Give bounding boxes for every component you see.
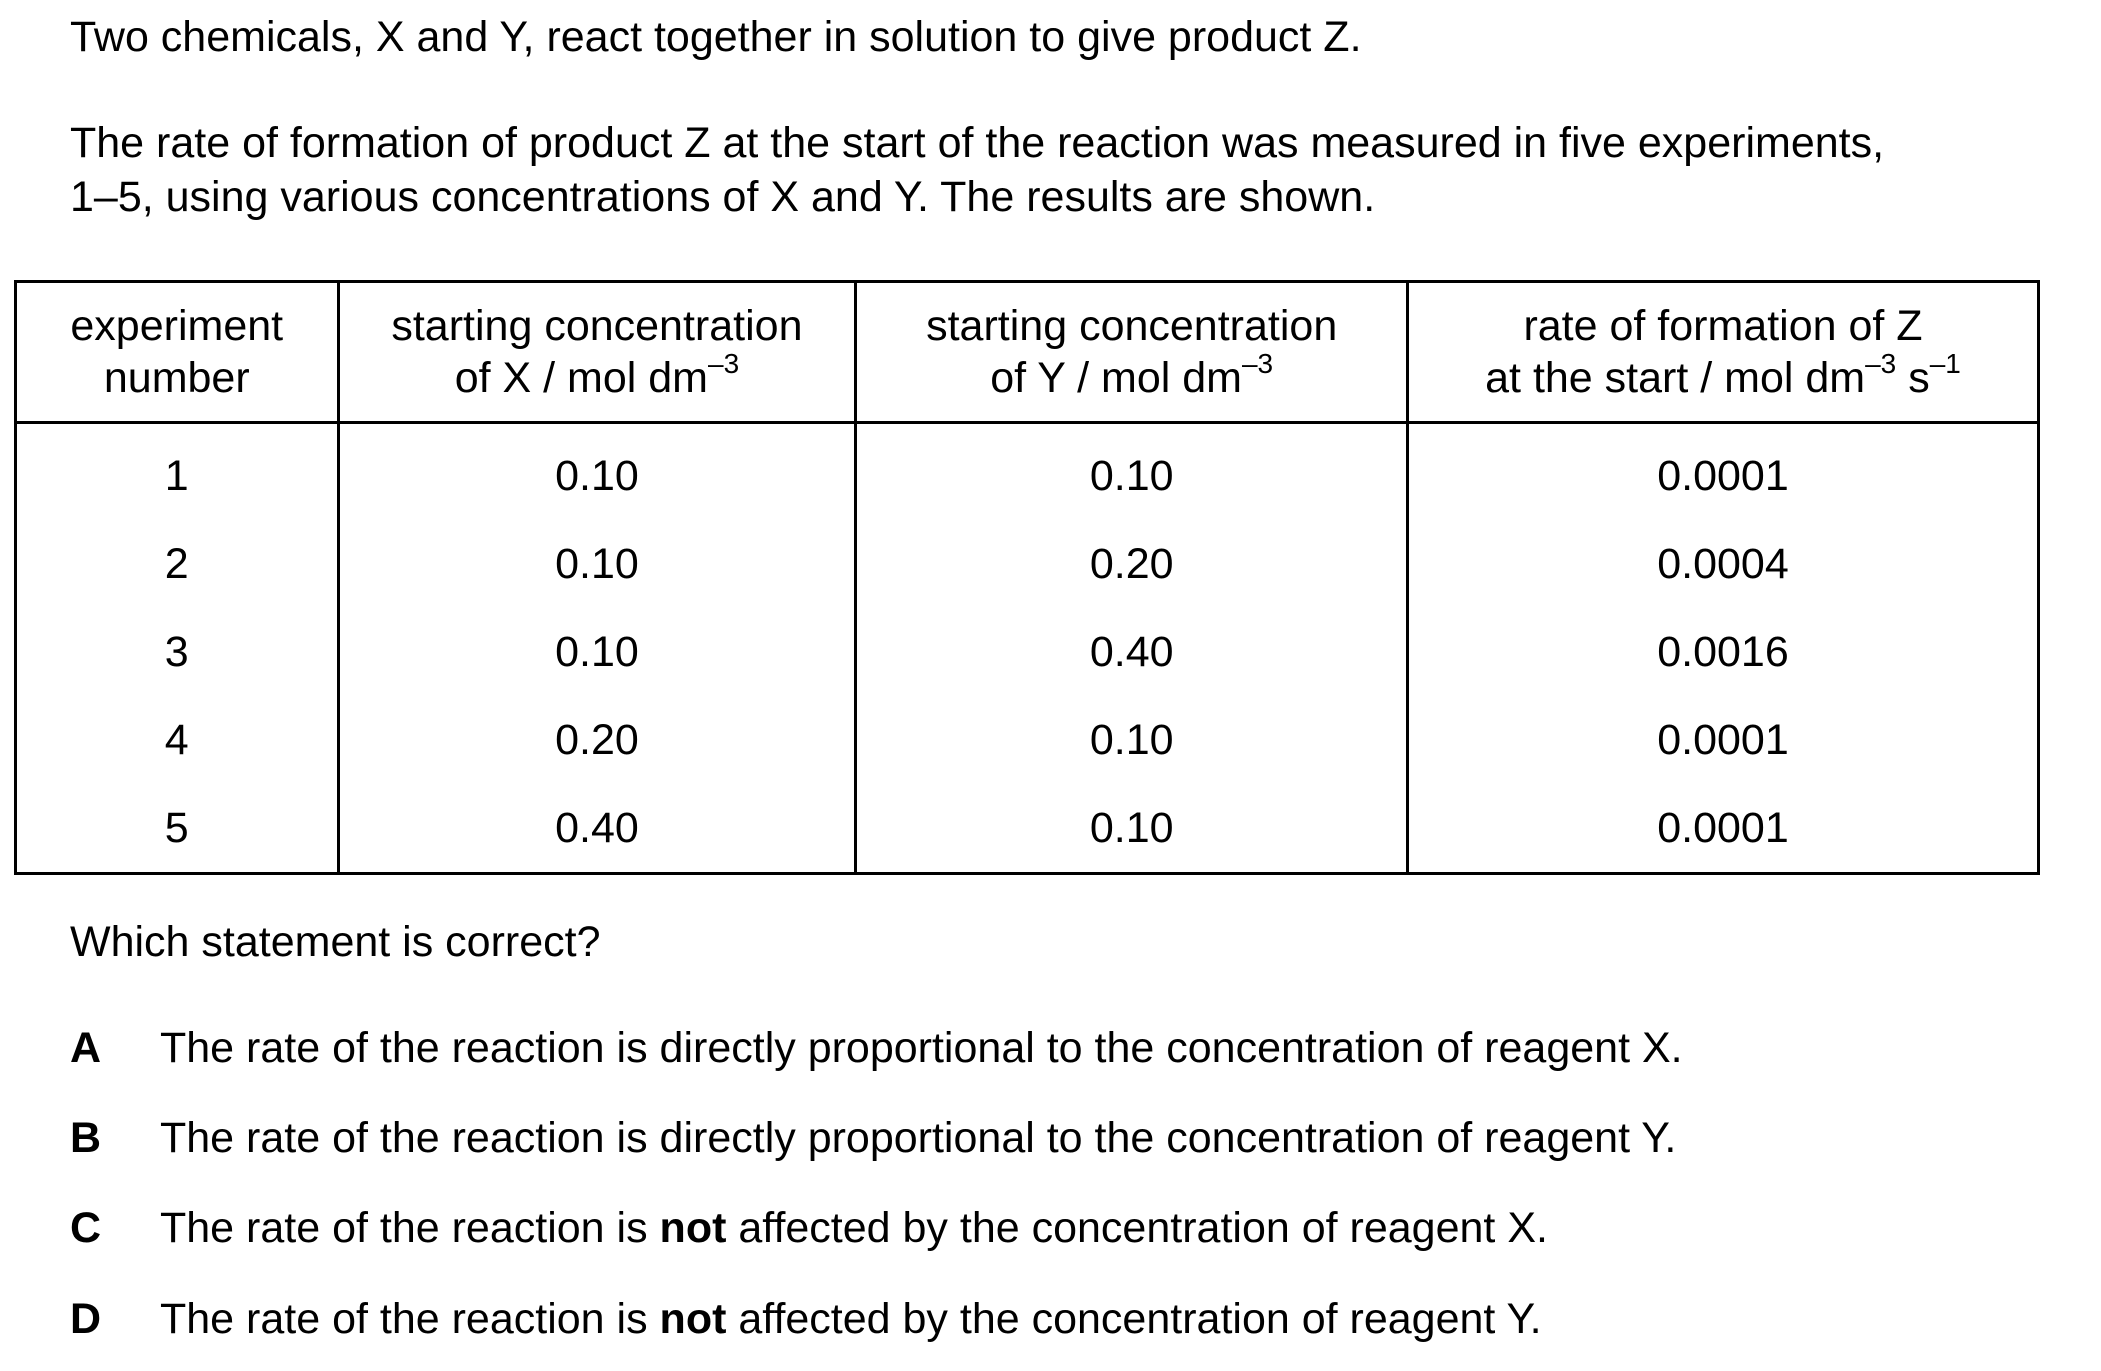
header-rate-of-formation (1408, 282, 2039, 423)
option-a-letter: A (70, 1024, 102, 1072)
option-c-text-post: affected by the concentration of reagent X. (726, 1204, 1548, 1252)
cell-rate: 0.0016 (1408, 608, 2039, 696)
cell-concentration-x: 0.40 (338, 784, 856, 874)
option-a-text: The rate of the reaction is directly proportional to the concentration of reagent X. (160, 1024, 1683, 1072)
question-text: Which statement is correct? (70, 918, 601, 966)
option-c-text-bold: not (659, 1204, 727, 1252)
option-d (70, 1292, 1542, 1346)
header-concentration-y (856, 282, 1408, 423)
intro-text: Two chemicals, X and Y, react together in solution to give product Z. (70, 13, 1362, 61)
header-col2-line1: starting concentration (391, 302, 803, 350)
option-c-text-pre: The rate of the reaction is (160, 1204, 660, 1252)
header-col4-line2: at the start / mol dm (1485, 354, 1866, 402)
option-b (70, 1111, 1676, 1165)
header-col3-exponent: –3 (1241, 347, 1274, 379)
header-col3-line2: of Y / mol dm (990, 354, 1242, 402)
header-experiment-number (16, 282, 339, 423)
description-line-2: 1–5, using various concentrations of X and Y. The results are shown. (70, 173, 1376, 221)
option-b-text: The rate of the reaction is directly proportional to the concentration of reagent Y. (160, 1114, 1677, 1162)
option-d-text-pre: The rate of the reaction is (160, 1295, 660, 1343)
header-col3-line1: starting concentration (926, 302, 1338, 350)
cell-rate: 0.0001 (1408, 423, 2039, 521)
header-col4-exponent-1: –3 (1865, 347, 1897, 379)
cell-experiment: 1 (16, 423, 339, 521)
table-row (16, 784, 2039, 874)
results-table (14, 280, 2040, 875)
cell-concentration-y: 0.10 (856, 784, 1408, 874)
cell-experiment: 3 (16, 608, 339, 696)
option-d-text-bold: not (659, 1295, 727, 1343)
cell-experiment: 5 (16, 784, 339, 874)
header-concentration-x (338, 282, 856, 423)
header-col2-line2: of X / mol dm (454, 354, 708, 402)
cell-rate: 0.0001 (1408, 696, 2039, 784)
cell-rate: 0.0004 (1408, 520, 2039, 608)
option-c-letter: C (70, 1204, 102, 1252)
header-col1-line1: experiment (70, 302, 284, 350)
description-line-1: The rate of formation of product Z at the start of the reaction was measured in five experiments, (70, 119, 1885, 167)
option-a (70, 1021, 1683, 1075)
option-d-text-post: affected by the concentration of reagent Y. (726, 1295, 1542, 1343)
header-col4-exponent-2: –1 (1929, 347, 1961, 379)
option-b-letter: B (70, 1114, 102, 1162)
table-header-row (16, 282, 2039, 423)
cell-experiment: 2 (16, 520, 339, 608)
header-col4-unit-s: s (1896, 354, 1930, 402)
header-col4-line1: rate of formation of Z (1523, 302, 1923, 350)
cell-concentration-x: 0.10 (338, 608, 856, 696)
cell-concentration-y: 0.20 (856, 520, 1408, 608)
table-row (16, 608, 2039, 696)
cell-concentration-y: 0.10 (856, 696, 1408, 784)
option-c (70, 1201, 1548, 1255)
cell-concentration-y: 0.10 (856, 423, 1408, 521)
table-row (16, 520, 2039, 608)
table-row (16, 423, 2039, 521)
cell-rate: 0.0001 (1408, 784, 2039, 874)
option-d-letter: D (70, 1295, 102, 1343)
cell-concentration-y: 0.40 (856, 608, 1408, 696)
table-row (16, 696, 2039, 784)
header-col2-exponent: –3 (708, 347, 740, 379)
cell-experiment: 4 (16, 696, 339, 784)
header-col1-line2: number (103, 354, 250, 402)
cell-concentration-x: 0.10 (338, 423, 856, 521)
cell-concentration-x: 0.10 (338, 520, 856, 608)
cell-concentration-x: 0.20 (338, 696, 856, 784)
